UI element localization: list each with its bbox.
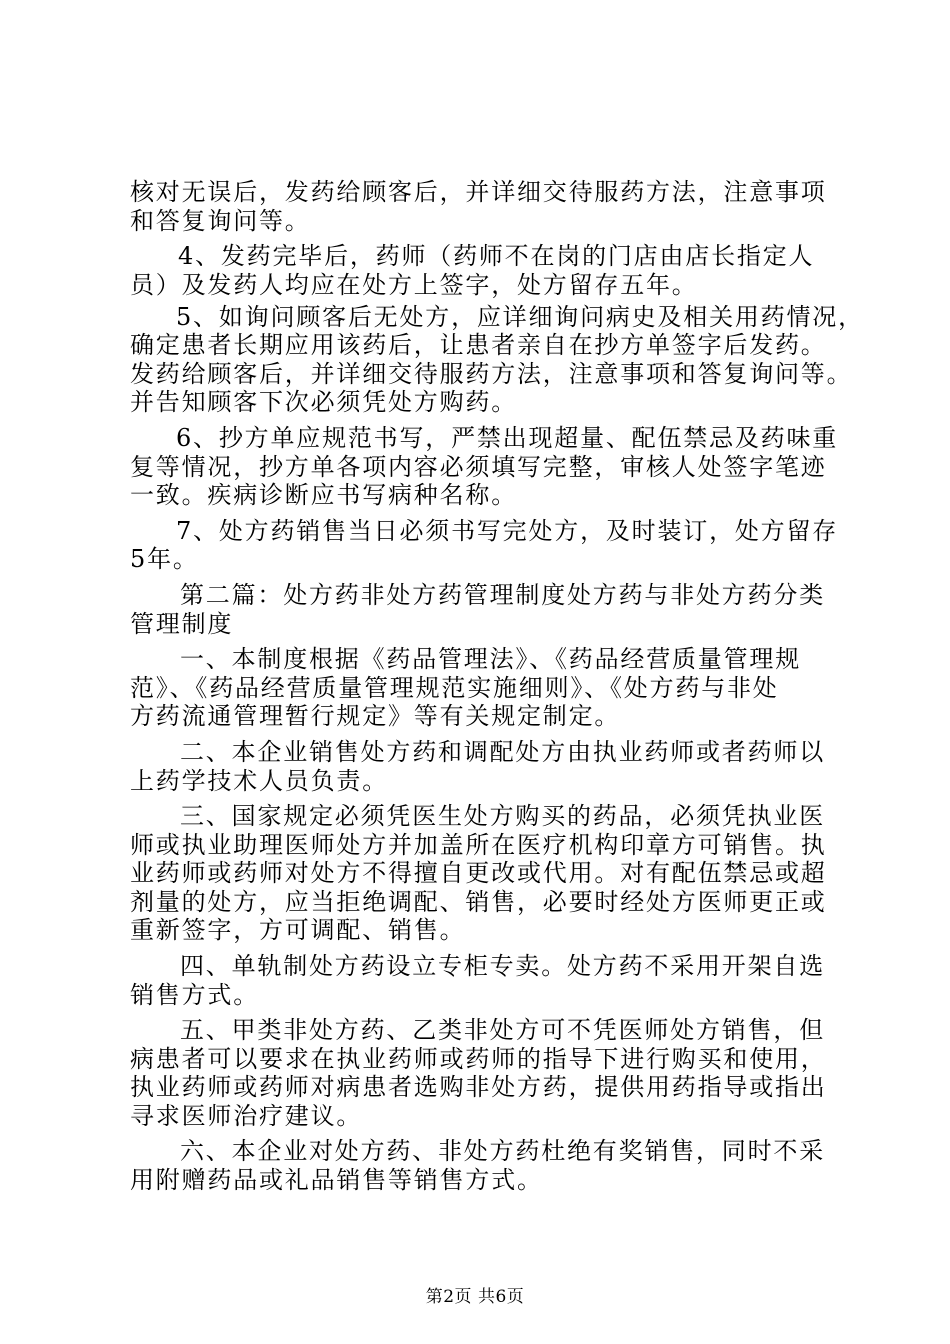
text-line: 执业药师或药师对病患者选购非处方药，提供用药指导或指出 xyxy=(130,1073,827,1101)
text-line: 7、处方药销售当日必须书写完处方，及时装订，处方留存 xyxy=(176,517,839,545)
text-line: 剂量的处方，应当拒绝调配、销售，必要时经处方医师更正或 xyxy=(130,888,827,916)
text-line: 员）及发药人均应在处方上签字，处方留存五年。 xyxy=(130,271,698,299)
text-line: 和答复询问等。 xyxy=(130,207,311,235)
text-line: 并告知顾客下次必须凭处方购药。 xyxy=(130,388,517,416)
text-line: 核对无误后，发药给顾客后，并详细交待服药方法，注意事项 xyxy=(130,178,827,206)
text-line: 复等情况，抄方单各项内容必须填写完整，审核人处签字笔迹 xyxy=(130,453,827,481)
text-line: 师或执业助理医师处方并加盖所在医疗机构印章方可销售。执 xyxy=(130,831,827,859)
text-line: 寻求医师治疗建议。 xyxy=(130,1102,363,1130)
text-line: 范》、《药品经营质量管理规范实施细则》、《处方药与非处 xyxy=(130,674,779,702)
text-line: 方药流通管理暂行规定》等有关规定制定。 xyxy=(130,702,621,730)
text-line: 一、本制度根据《药品管理法》、《药品经营质量管理规 xyxy=(180,645,801,673)
text-line: 五、甲类非处方药、乙类非处方可不凭医师处方销售，但 xyxy=(180,1016,825,1044)
section-heading: 管理制度 xyxy=(130,610,234,638)
text-line: 发药给顾客后，并详细交待服药方法，注意事项和答复询问等。 xyxy=(130,360,853,388)
text-line: 三、国家规定必须凭医生处方购买的药品，必须凭执业医 xyxy=(180,802,825,830)
text-line: 病患者可以要求在执业药师或药师的指导下进行购买和使用， xyxy=(130,1045,827,1073)
text-line: 二、本企业销售处方药和调配处方由执业药师或者药师以 xyxy=(180,738,825,766)
section-heading: 第二篇：处方药非处方药管理制度处方药与非处方药分类 xyxy=(180,581,825,609)
text-line: 一致。疾病诊断应书写病种名称。 xyxy=(130,481,517,509)
text-line: 六、本企业对处方药、非处方药杜绝有奖销售，同时不采 xyxy=(180,1137,825,1165)
text-line: 5年。 xyxy=(130,545,199,573)
text-line: 销售方式。 xyxy=(130,981,259,1009)
text-line: 四、单轨制处方药设立专柜专卖。处方药不采用开架自选 xyxy=(180,952,825,980)
text-line: 重新签字，方可调配、销售。 xyxy=(130,916,466,944)
text-line: 4、发药完毕后，药师（药师不在岗的门店由店长指定人 xyxy=(178,242,815,270)
text-line: 用附赠药品或礼品销售等销售方式。 xyxy=(130,1166,543,1194)
page-number-footer: 第2页 共6页 xyxy=(425,1287,525,1307)
text-line: 业药师或药师对处方不得擅自更改或代用。对有配伍禁忌或超 xyxy=(130,859,827,887)
text-line: 确定患者长期应用该药后，让患者亲自在抄方单签字后发药。 xyxy=(130,331,827,359)
text-line: 上药学技术人员负责。 xyxy=(130,767,388,795)
text-line: 5、如询问顾客后无处方，应详细询问病史及相关用药情况， xyxy=(176,303,864,331)
text-line: 6、抄方单应规范书写，严禁出现超量、配伍禁忌及药味重 xyxy=(176,424,839,452)
